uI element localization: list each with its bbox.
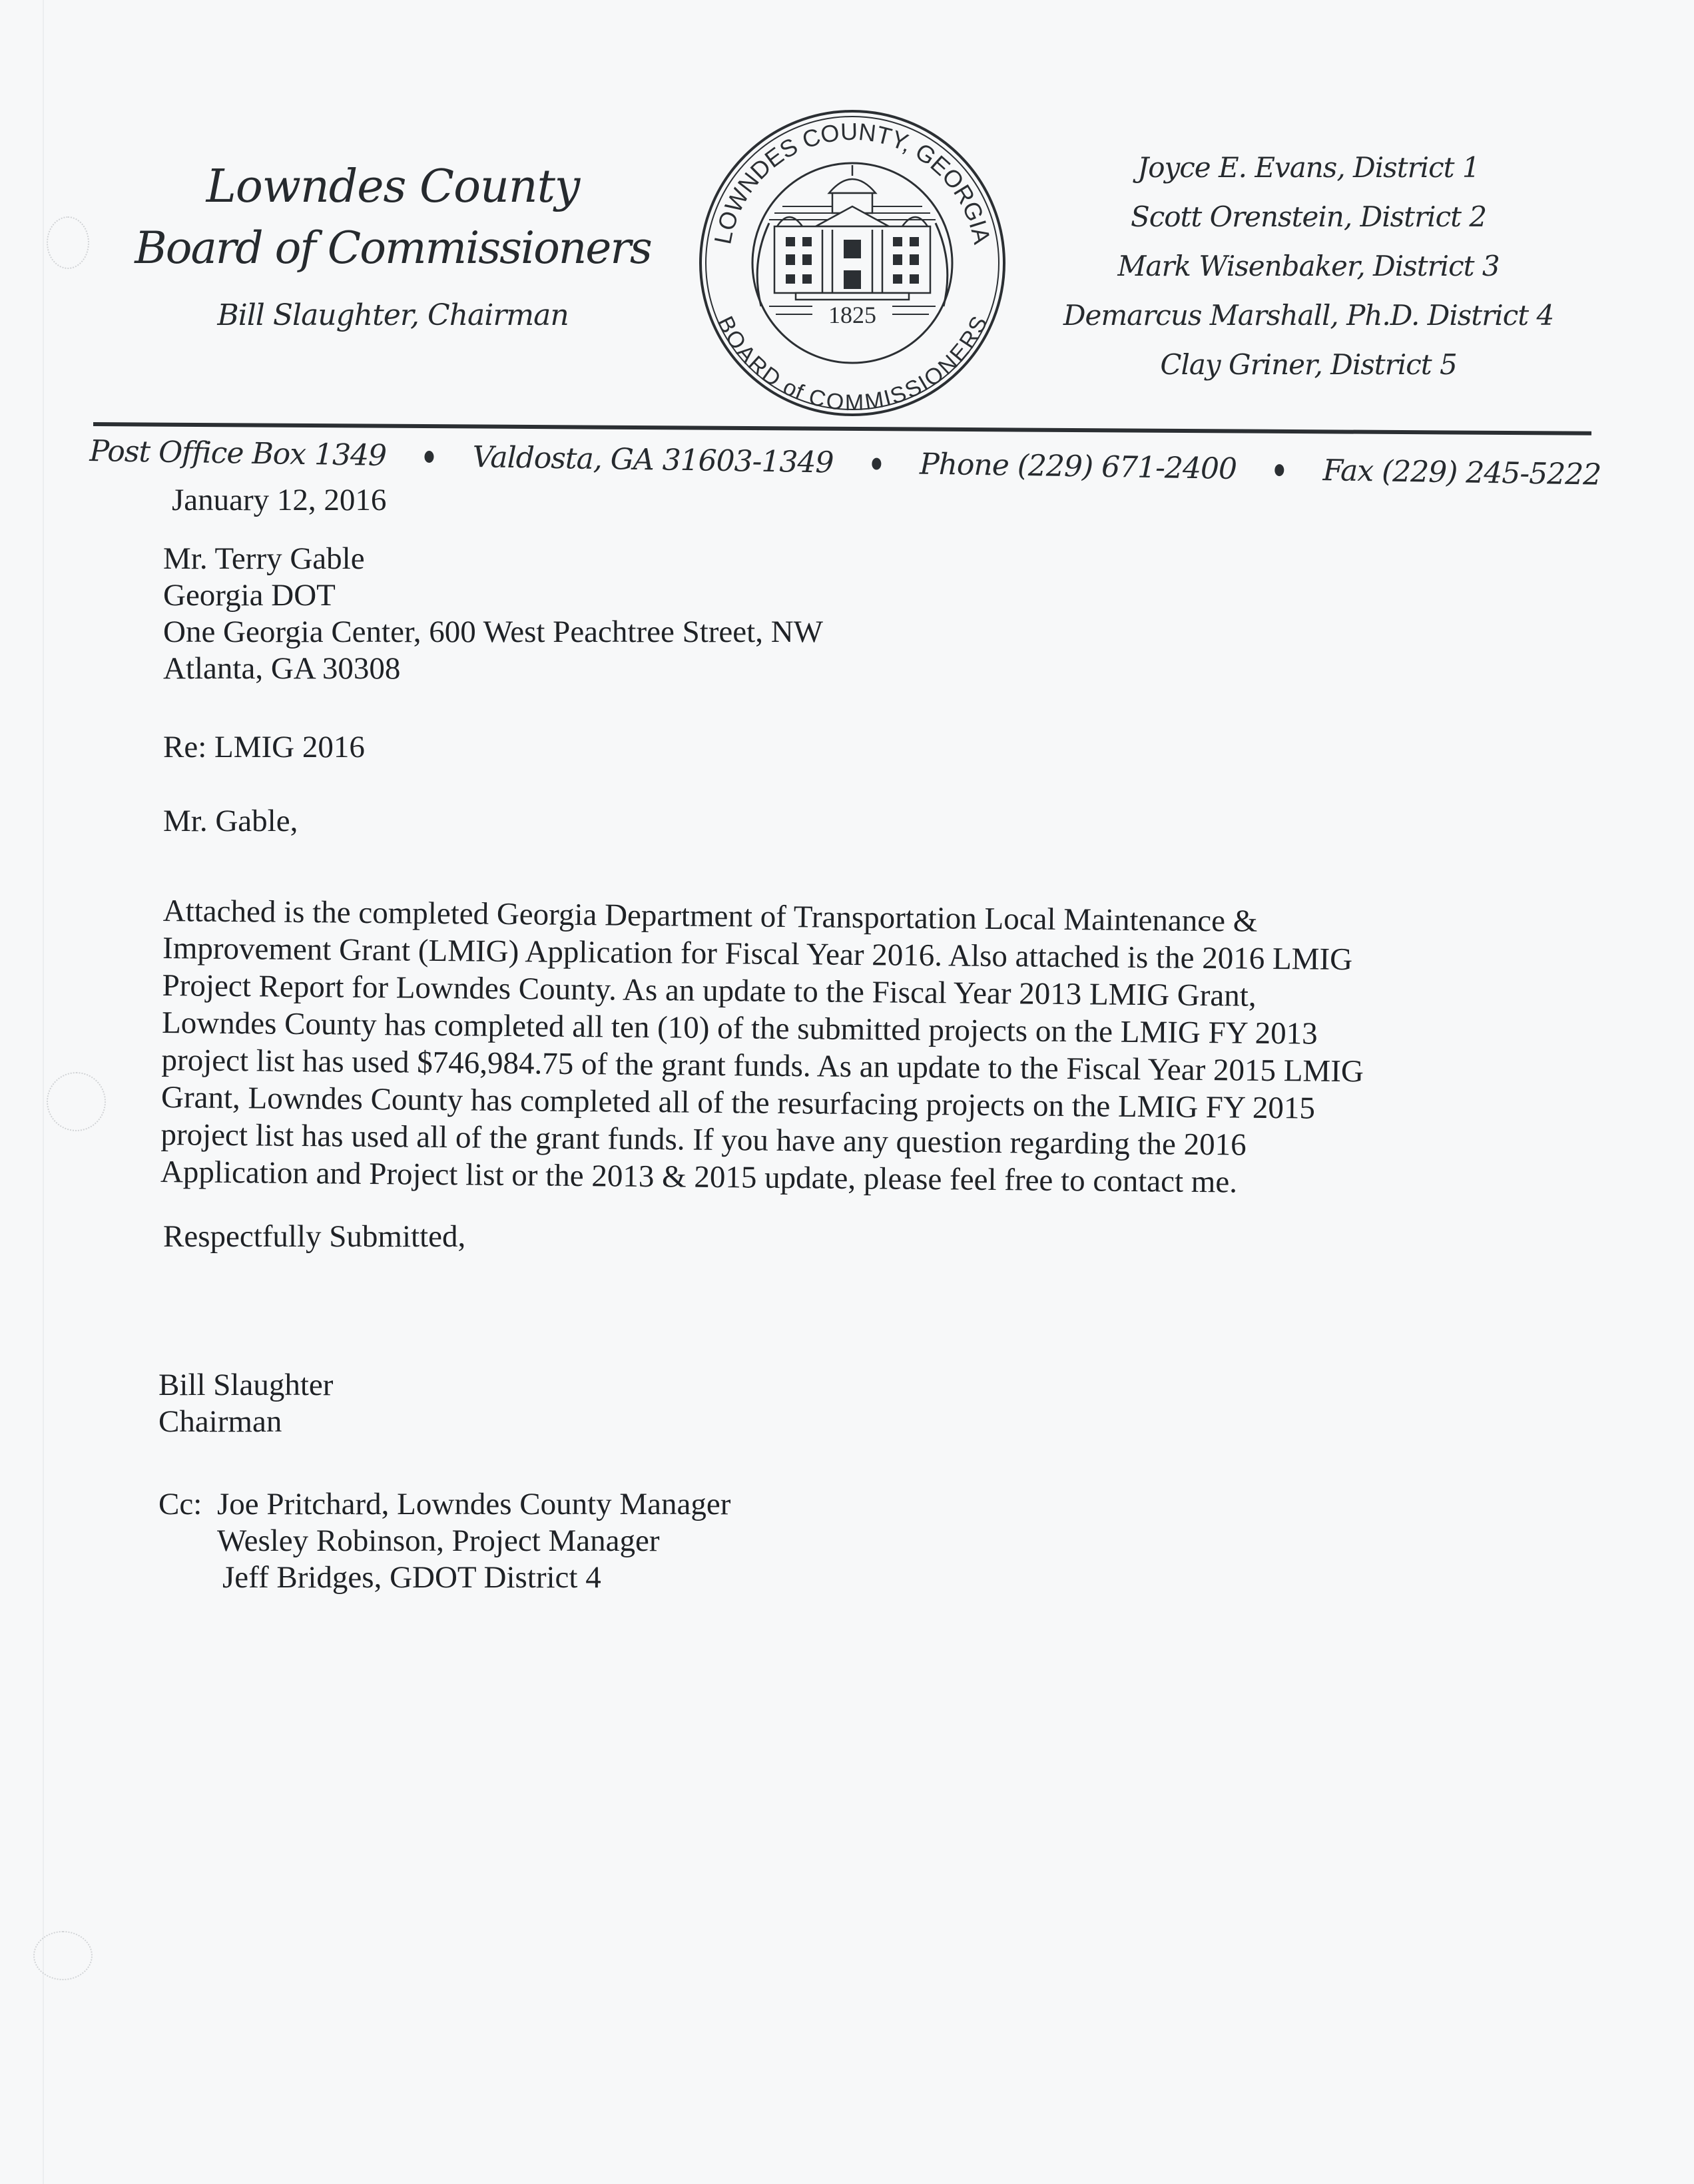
hole-punch-mark bbox=[33, 1931, 93, 1980]
body-line: Project Report for Lowndes County. As an update to the Fiscal Year 2013 LMIG Grant, bbox=[162, 967, 1257, 1013]
cc-list bbox=[158, 1486, 1557, 1596]
member-district-4: Demarcus Marshall, Ph.D. District 4 bbox=[1063, 299, 1554, 332]
recipient-org: Georgia DOT bbox=[163, 578, 336, 613]
city-zip: Valdosta, GA 31603-1349 bbox=[472, 440, 834, 480]
org-block bbox=[100, 156, 686, 339]
org-name-line1: Lowndes County bbox=[206, 160, 580, 213]
body-line: project list has used $746,984.75 of the grant funds. As an update to the Fiscal Year 2015 LMIG bbox=[161, 1042, 1364, 1089]
closing: Respectfully Submitted, bbox=[163, 1219, 466, 1254]
recipient-city: Atlanta, GA 30308 bbox=[163, 651, 401, 686]
bullet-icon bbox=[1275, 464, 1284, 476]
member-district-1: Joyce E. Evans, District 1 bbox=[1137, 151, 1480, 184]
letter-date: January 12, 2016 bbox=[172, 483, 387, 517]
signature-block bbox=[158, 1367, 1557, 1440]
bullet-icon bbox=[425, 451, 434, 463]
seal-top-text: LOWNDES COUNTY, GEORGIA bbox=[708, 117, 996, 247]
body-line: Grant, Lowndes County has completed all of the resurfacing projects on the LMIG FY 2015 bbox=[160, 1079, 1316, 1126]
chairman-line: Bill Slaughter, Chairman bbox=[217, 298, 569, 332]
hole-punch-mark bbox=[47, 1072, 106, 1131]
body-line: project list has used all of the grant funds. If you have any question regarding the 2016 bbox=[160, 1117, 1247, 1163]
courthouse-icon bbox=[769, 165, 936, 314]
letterhead-divider bbox=[93, 422, 1591, 435]
seal-year: 1825 bbox=[828, 302, 876, 328]
cc-recipient: Jeff Bridges, GDOT District 4 bbox=[222, 1560, 601, 1595]
fax: Fax (229) 245-5222 bbox=[1322, 453, 1601, 492]
commission-members bbox=[1015, 143, 1601, 390]
recipient-address bbox=[163, 541, 1561, 687]
org-name-line2: Board of Commissioners bbox=[135, 222, 651, 274]
body-line: Lowndes County has completed all ten (10) of the submitted projects on the LMIG FY 2013 bbox=[161, 1005, 1318, 1051]
member-district-3: Mark Wisenbaker, District 3 bbox=[1117, 250, 1500, 282]
seal-bottom-text: BOARD of COMMISSIONERS bbox=[712, 312, 993, 416]
body-line: Attached is the completed Georgia Department of Transportation Local Maintenance & bbox=[162, 893, 1258, 939]
po-box: Post Office Box 1349 bbox=[89, 433, 387, 473]
body-line: Application and Project list or the 2013 & 2015 update, please feel free to contact me. bbox=[160, 1154, 1238, 1200]
bullet-icon bbox=[872, 457, 881, 469]
signer-name: Bill Slaughter bbox=[158, 1368, 334, 1402]
body-line: Improvement Grant (LMIG) Application for Fiscal Year 2016. Also attached is the 2016 LMIG bbox=[162, 930, 1353, 977]
subject-line: Re: LMIG 2016 bbox=[163, 730, 365, 764]
hole-punch-mark bbox=[47, 216, 89, 269]
member-district-2: Scott Orenstein, District 2 bbox=[1130, 200, 1487, 233]
recipient-name: Mr. Terry Gable bbox=[163, 541, 365, 576]
signer-title: Chairman bbox=[158, 1404, 282, 1439]
member-district-5: Clay Griner, District 5 bbox=[1160, 348, 1457, 381]
cc-recipient: Wesley Robinson, Project Manager bbox=[217, 1523, 660, 1558]
phone: Phone (229) 671-2400 bbox=[919, 447, 1237, 487]
recipient-street: One Georgia Center, 600 West Peachtree Street, NW bbox=[163, 615, 824, 649]
cc-label: Cc: bbox=[158, 1487, 202, 1521]
county-seal bbox=[696, 107, 1009, 419]
cc-recipient: Joe Pritchard, Lowndes County Manager bbox=[217, 1487, 731, 1521]
salutation: Mr. Gable, bbox=[163, 804, 298, 838]
body-paragraph bbox=[160, 892, 1561, 1204]
scan-fold-line bbox=[43, 0, 44, 2184]
